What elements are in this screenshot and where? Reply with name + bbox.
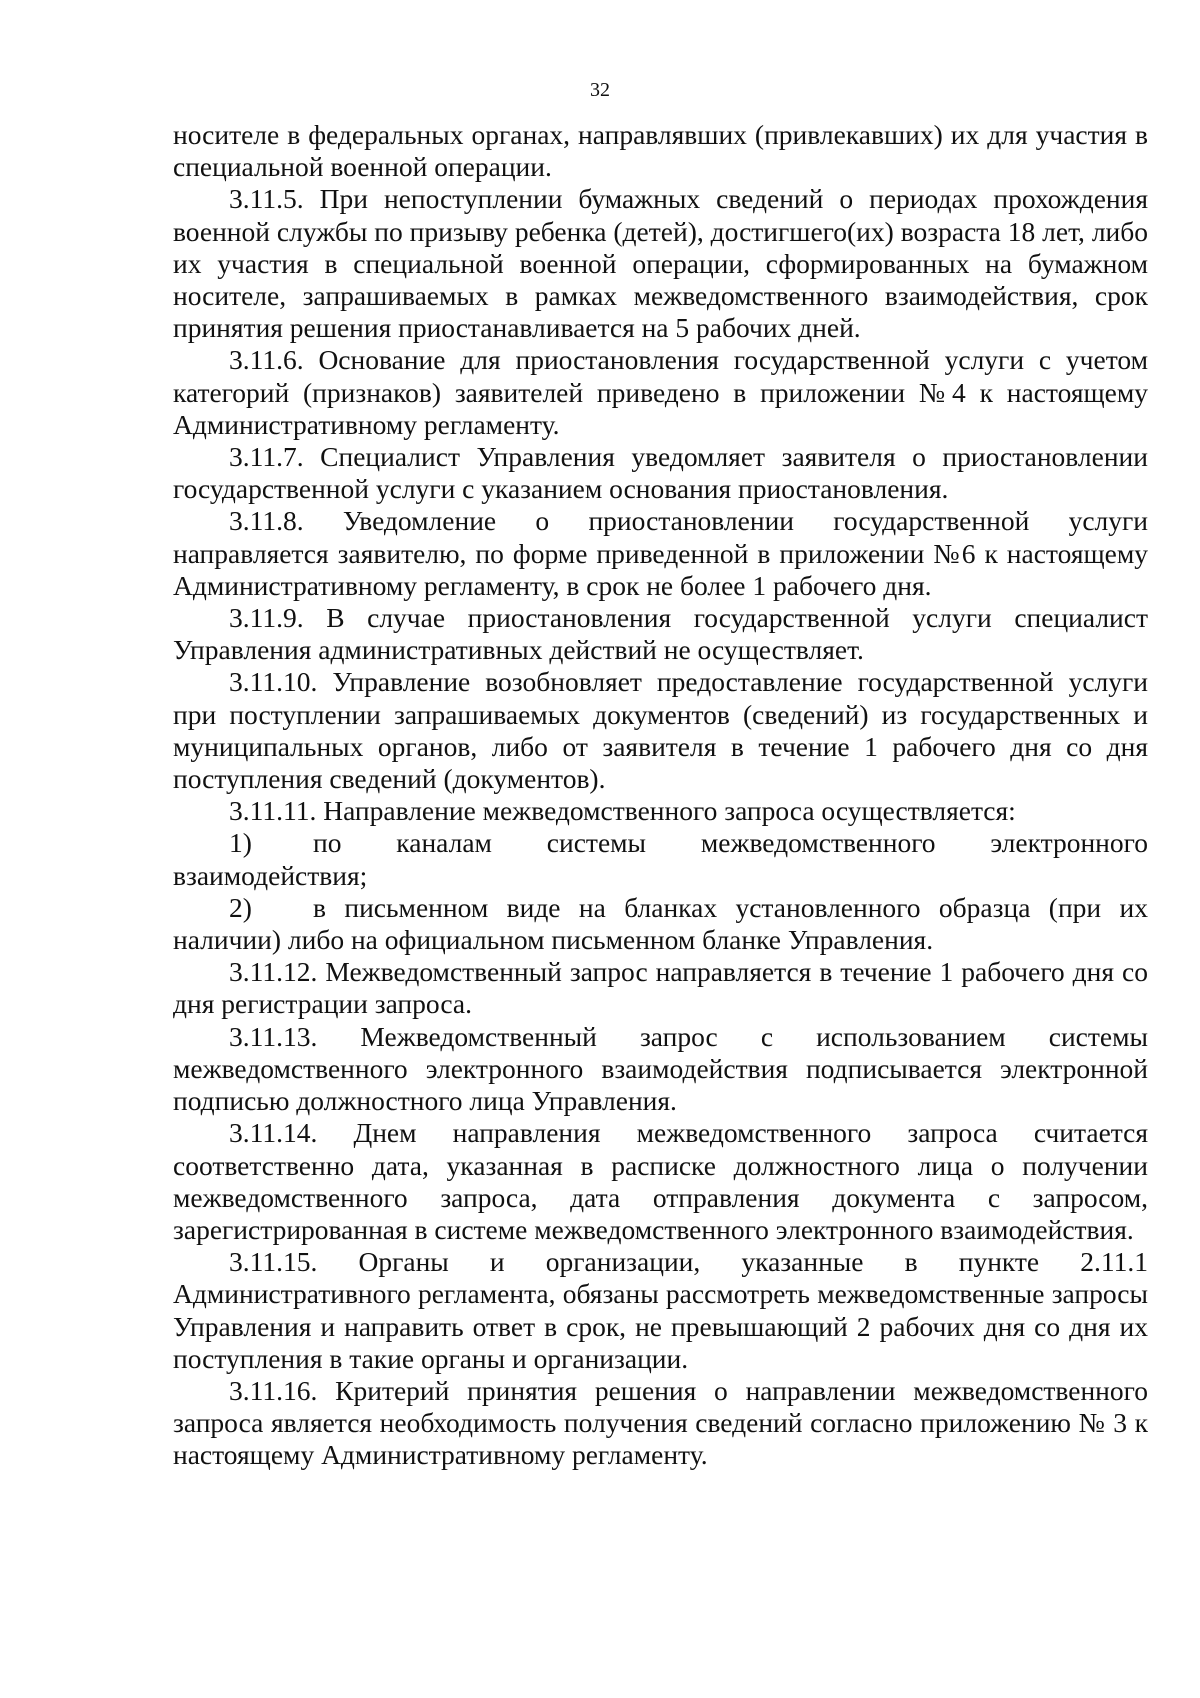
- paragraph-3-11-5: 3.11.5. При непоступлении бумажных сведений о периодах прохождения военной службы по призыву ребенка (детей), достигшего(их) возраста 18 лет, либо их участия в специальной военной операции, сформированных на бумажном носителе, запрашиваемых в рамках межведомственного взаимодействия, срок принятия решения приостанавливается на 5 рабочих дней.: [173, 183, 1148, 344]
- paragraph-3-11-9: 3.11.9. В случае приостановления государственной услуги специалист Управления административных действий не осуществляет.: [173, 602, 1148, 666]
- paragraph-3-11-6: 3.11.6. Основание для приостановления государственной услуги с учетом категорий (признаков) заявителей приведено в приложении №4 к настоящему Административному регламенту.: [173, 344, 1148, 440]
- paragraph-3-11-13: 3.11.13. Межведомственный запрос с использованием системы межведомственного электронного взаимодействия подписывается электронной подписью должностного лица Управления.: [173, 1020, 1148, 1117]
- paragraph-3-11-11: 3.11.11. Направление межведомственного запроса осуществляется:: [229, 795, 1016, 827]
- paragraph-3-11-16: 3.11.16. Критерий принятия решения о направлении межведомственного запроса является необходимость получения сведений согласно приложению № 3 к настоящему Административному регламенту.: [173, 1374, 1148, 1471]
- paragraph-3-11-15: 3.11.15. Органы и организации, указанные в пункте 2.11.1 Административного регламента, обязаны рассмотреть межведомственные запросы Управления и направить ответ в срок, не превышающий 2 рабочих дня со дня их поступления в такие органы и организации.: [173, 1246, 1148, 1374]
- list-item: [173, 892, 1148, 956]
- paragraph-continuation: носителе в федеральных органах, направлявших (привлекавших) их для участия в специальной военной операции.: [173, 119, 1148, 183]
- paragraph-3-11-14: 3.11.14. Днем направления межведомственного запроса считается соответственно дата, указанная в расписке должностного лица о получении межведомственного запроса, дата отправления документа с запросом, зарегистрированная в системе межведомственного электронного взаимодействия.: [173, 1117, 1148, 1245]
- list-item-text: в письменном виде на бланках установленного образца (при их наличии) либо на официальном письменном бланке Управления.: [173, 891, 1148, 956]
- list-item-text: по каналам системы межведомственного электронного взаимодействия;: [173, 827, 1148, 891]
- page-number: 32: [590, 79, 610, 101]
- paragraph-3-11-7: 3.11.7. Специалист Управления уведомляет заявителя о приостановлении государственной услуги с указанием основания приостановления.: [173, 441, 1148, 505]
- paragraph-3-11-8: 3.11.8. Уведомление о приостановлении государственной услуги направляется заявителю, по форме приведенной в приложении №6 к настоящему Административному регламенту, в срок не более 1 рабочего дня.: [173, 505, 1148, 601]
- document-body: [173, 119, 1148, 1472]
- paragraph-3-11-12: 3.11.12. Межведомственный запрос направляется в течение 1 рабочего дня со дня регистрации запроса.: [173, 956, 1148, 1020]
- list-item-number: 1): [229, 827, 252, 859]
- paragraph-3-11-10: 3.11.10. Управление возобновляет предоставление государственной услуги при поступлении запрашиваемых документов (сведений) из государственных и муниципальных органов, либо от заявителя в течение 1 рабочего дня со дня поступления сведений (документов).: [173, 666, 1148, 795]
- list-item: [173, 827, 1148, 891]
- list-item-number: 2): [229, 891, 252, 923]
